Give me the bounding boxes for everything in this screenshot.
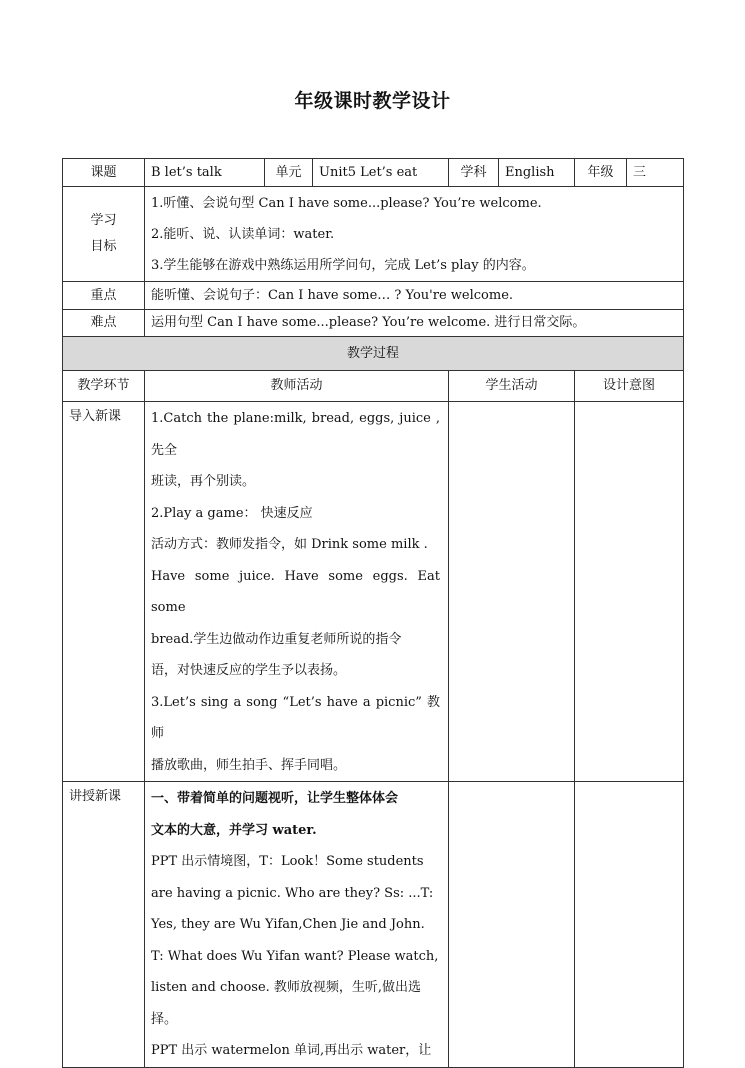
activity-heading-line: 文本的大意，并学习 water. (151, 822, 317, 838)
design-intent (575, 782, 684, 1068)
difficulty-label: 难点 (63, 310, 145, 337)
activity-line: listen and choose. 教师放视频，生听,做出选 (151, 980, 422, 995)
unit-value: Unit5 Let’s eat (313, 159, 449, 187)
activity-line: 1.Catch the plane:milk, bread, eggs, juice , 先全 (151, 411, 440, 458)
process-header-row (63, 337, 684, 371)
student-activity (449, 782, 575, 1068)
activity-line: 活动方式：教师发指令，如 Drink some milk . (151, 537, 428, 552)
objective-item: 3.学生能够在游戏中熟练运用所学问句，完成 Let’s play 的内容。 (151, 257, 535, 273)
objective-item: 2.能听、说、认读单词：water. (151, 226, 335, 242)
teacher-activity (145, 402, 449, 782)
objectives-label: 学习目标 (63, 187, 145, 282)
stage-row-new (63, 782, 684, 1068)
activity-line: 语，对快速反应的学生予以表扬。 (151, 663, 347, 678)
activity-line: 择。 (151, 1011, 178, 1027)
activity-line: are having a picnic. Who are they? Ss: ...T: (151, 885, 434, 901)
activity-line: 2.Play a game： 快速反应 (151, 505, 313, 521)
objective-item: 1.听懂、会说句型 Can I have some...please? You’re welcome. (151, 195, 542, 211)
lesson-plan-table (62, 158, 684, 1068)
objectives-list (145, 187, 684, 282)
objectives-row (63, 187, 684, 282)
column-header-row (63, 371, 684, 402)
activity-line: PPT 出示情境图，T：Look！Some students (151, 854, 424, 869)
teacher-activity (145, 782, 449, 1068)
activity-line: bread.学生边做动作边重复老师所说的指令 (151, 631, 402, 647)
key-point-label: 重点 (63, 282, 145, 310)
activity-line: T: What does Wu Yifan want? Please watch, (151, 948, 439, 964)
activity-line: 3.Let’s sing a song “Let’s have a picnic” 教师 (151, 694, 440, 741)
stage-name: 导入新课 (63, 402, 145, 782)
subject-label: 学科 (449, 159, 499, 187)
grade-label: 年级 (575, 159, 627, 187)
info-row (63, 159, 684, 187)
grade-value: 三 (627, 159, 684, 187)
page-title: 年级课时教学设计 (294, 90, 451, 112)
difficulty-text: 运用句型 Can I have some...please? You’re welcome. 进行日常交际。 (145, 310, 684, 337)
col-teacher-header: 教师活动 (145, 371, 449, 402)
process-header: 教学过程 (63, 337, 684, 371)
key-point-row (63, 282, 684, 310)
student-activity (449, 402, 575, 782)
unit-label: 单元 (265, 159, 313, 187)
stage-row-intro (63, 402, 684, 782)
stage-name: 讲授新课 (63, 782, 145, 1068)
topic-value: B let’s talk (145, 159, 265, 187)
activity-heading-line: 一、带着简单的问题视听，让学生整体体会 (151, 791, 399, 806)
key-point-text: 能听懂、会说句子：Can I have some… ? You're welcome. (145, 282, 684, 310)
activity-line: PPT 出示 watermelon 单词,再出示 water，让 (151, 1043, 432, 1058)
col-stage-header: 教学环节 (63, 371, 145, 402)
activity-line: Have some juice. Have some eggs. Eat some (151, 568, 440, 615)
col-student-header: 学生活动 (449, 371, 575, 402)
activity-line: Yes, they are Wu Yifan,Chen Jie and John. (151, 917, 425, 932)
difficulty-row (63, 310, 684, 337)
subject-value: English (499, 159, 575, 187)
col-design-header: 设计意图 (575, 371, 684, 402)
activity-line: 播放歌曲，师生拍手、挥手同唱。 (151, 757, 347, 773)
activity-line: 班读，再个别读。 (151, 474, 256, 489)
design-intent (575, 402, 684, 782)
topic-label: 课题 (63, 159, 145, 187)
